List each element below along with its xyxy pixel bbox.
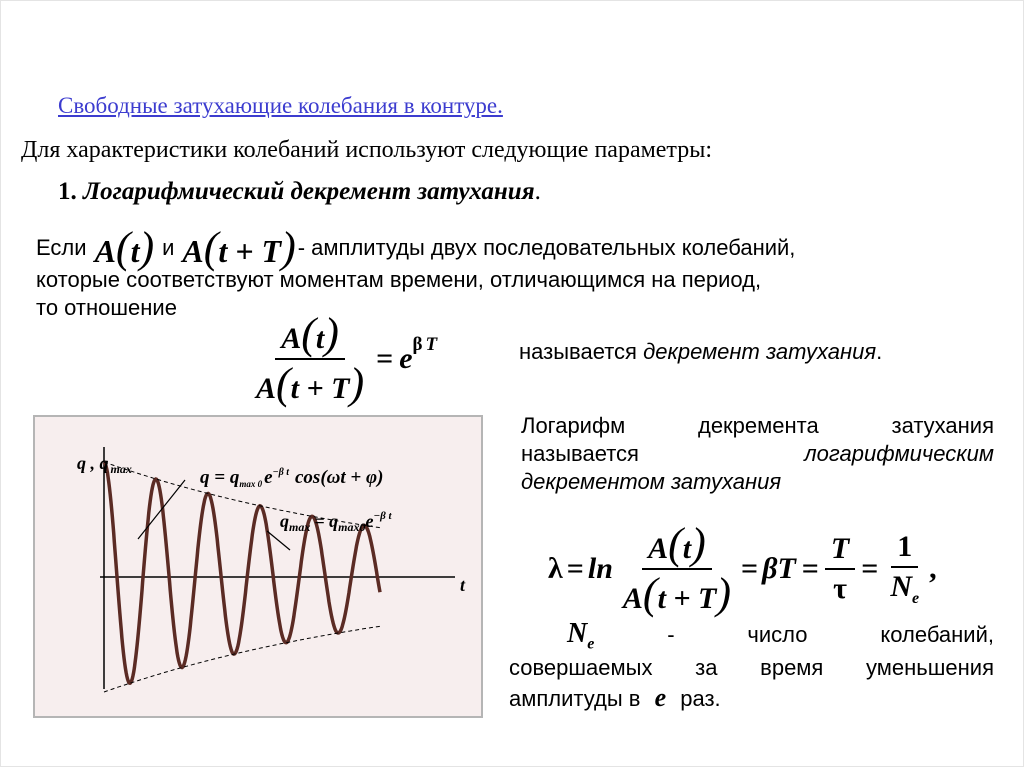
ne-line-2: совершаемых за время уменьшения [509, 655, 994, 680]
if-word: Если [36, 235, 87, 260]
log-line-3: декрементом затухания [521, 469, 782, 494]
amplitude-AtT: A(t + T) [182, 223, 296, 272]
pointer-line-1 [138, 480, 185, 539]
ratio-fraction: $\frac{A(t)}{A(t + T)}$ [256, 309, 365, 408]
definition-line-1 [36, 223, 796, 272]
definition-rest: - амплитуды двух последовательных колебаний, [297, 235, 796, 260]
called-decrement: называется декремент затухания. [519, 339, 883, 364]
ne-line-3: амплитуды в e раз. [509, 683, 721, 712]
lower-envelope [104, 626, 380, 692]
y-axis-label: q , q $_{max}$ [77, 453, 132, 476]
amplitude-At: A(t) [94, 223, 155, 272]
lambda-fraction: $\frac{A(t)}{A(t + T)}$ [622, 519, 731, 618]
log-line-1: Логарифм декремента затухания [521, 413, 994, 438]
slide-title[interactable]: Свободные затухающие колебания в контуре. [58, 93, 503, 118]
ne-line-1: $N_e$ - число колебаний, [567, 618, 994, 653]
definition-line-2: которые соответствуют моментам времени, отличающимся на период, [36, 267, 762, 292]
T-over-tau: $\frac{T}{\tau}$ [825, 532, 855, 606]
log-line-2: называется логарифмическим [521, 441, 994, 466]
item-number: 1. [58, 178, 77, 205]
formula-envelope: $q_{max} = q_{max0}e^{-\beta t}$ [280, 510, 392, 534]
definition-line-3: то отношение [36, 295, 177, 320]
list-item-1: 1. Логарифмический декремент затухания. [58, 178, 541, 205]
damped-oscillation-chart [33, 415, 483, 718]
item-label: Логарифмический декремент затухания [83, 178, 535, 205]
lambda-formula: λ = ln $\frac{A(t)}{A(t + T)}$ = βT = $\frac{T}{\tau}$ = $\frac{1}{N_e}$ , [548, 519, 937, 618]
intro-text: Для характеристики колебаний используют следующие параметры: [21, 137, 713, 163]
one-over-Ne: $\frac{1}{N_e}$ [890, 530, 920, 607]
and-word: и [162, 235, 175, 260]
ratio-formula: $\frac{A(t)}{A(t + T)}$ = e β T [250, 312, 437, 406]
chart-svg [35, 417, 481, 716]
x-axis-label: t [460, 575, 466, 595]
formula-q: $q = q_{max 0}$ $e^{-\beta t}$ cos(ωt + φ) [200, 467, 384, 489]
oscillation-curve [104, 462, 380, 683]
